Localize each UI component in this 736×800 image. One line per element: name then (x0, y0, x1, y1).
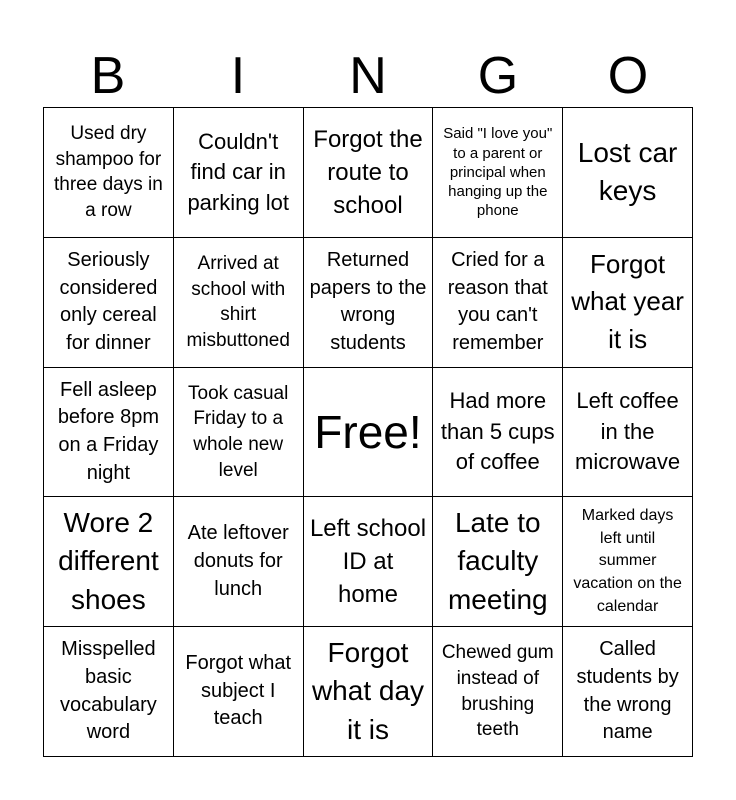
bingo-cell[interactable] (44, 108, 174, 238)
bingo-header (43, 44, 693, 108)
bingo-cell[interactable] (563, 368, 693, 498)
cell-text: Chewed gum instead of brushing teeth (441, 642, 554, 741)
bingo-cell[interactable] (563, 238, 693, 368)
bingo-cell[interactable] (433, 108, 563, 238)
bingo-cell[interactable] (304, 238, 434, 368)
cell-text: Seriously considered only cereal for dinner (59, 249, 158, 354)
bingo-cell[interactable] (304, 627, 434, 757)
bingo-cell[interactable] (44, 497, 174, 627)
bingo-cell[interactable] (174, 627, 304, 757)
bingo-cell[interactable] (433, 368, 563, 498)
cell-text: Forgot the route to school (313, 125, 423, 219)
cell-text: Had more than 5 cups of coffee (440, 388, 555, 475)
cell-text: Forgot what day it is (311, 636, 425, 745)
cell-text: Forgot what subject I teach (185, 652, 291, 730)
bingo-cell[interactable] (174, 368, 304, 498)
cell-text: Used dry shampoo for three days in a row (54, 123, 163, 222)
bingo-cell[interactable] (433, 497, 563, 627)
bingo-board (43, 107, 693, 757)
bingo-cell[interactable] (174, 108, 304, 238)
cell-text: Called students by the wrong name (576, 638, 679, 744)
bingo-cell[interactable] (433, 238, 563, 368)
bingo-cell[interactable] (563, 497, 693, 627)
header-letter-n: N (349, 47, 387, 105)
cell-text: Fell asleep before 8pm on a Friday night (57, 378, 159, 484)
free-space-label: Free! (314, 405, 422, 458)
bingo-cell[interactable] (174, 238, 304, 368)
cell-text: Lost car keys (577, 136, 678, 207)
cell-text: Ate leftover donuts for lunch (187, 522, 289, 600)
bingo-cell[interactable] (304, 108, 434, 238)
header-letter-b: B (90, 47, 126, 105)
header-letter-i: I (230, 47, 246, 105)
cell-text: Left school ID at home (309, 515, 427, 609)
cell-text: Misspelled basic vocabulary word (60, 638, 157, 744)
bingo-cell[interactable] (44, 238, 174, 368)
cell-text: Wore 2 different shoes (58, 506, 159, 616)
cell-text: Forgot what year it is (571, 248, 684, 355)
bingo-cell[interactable] (174, 497, 304, 627)
cell-text: Left coffee in the microwave (575, 388, 681, 475)
bingo-cell[interactable] (304, 497, 434, 627)
bingo-cell[interactable] (563, 627, 693, 757)
header-letter-o: O (607, 47, 649, 105)
bingo-cell[interactable] (44, 368, 174, 498)
bingo-cell[interactable] (44, 627, 174, 757)
cell-text: Couldn't find car in parking lot (187, 128, 289, 215)
cell-text: Arrived at school with shirt misbuttoned (186, 252, 290, 351)
free-space-cell[interactable] (304, 368, 434, 498)
cell-text: Cried for a reason that you can't remember (447, 249, 548, 354)
bingo-cell[interactable] (433, 627, 563, 757)
header-letter-g: G (477, 47, 519, 105)
cell-text: Late to faculty meeting (447, 506, 548, 616)
cell-text: Returned papers to the wrong students (309, 249, 427, 354)
cell-text: Marked days left until summer vacation on the calendar (573, 506, 682, 615)
bingo-cell[interactable] (563, 108, 693, 238)
cell-text: Said "I love you" to a parent or principal when hanging up the phone (443, 125, 553, 220)
cell-text: Took casual Friday to a whole new level (188, 382, 289, 481)
